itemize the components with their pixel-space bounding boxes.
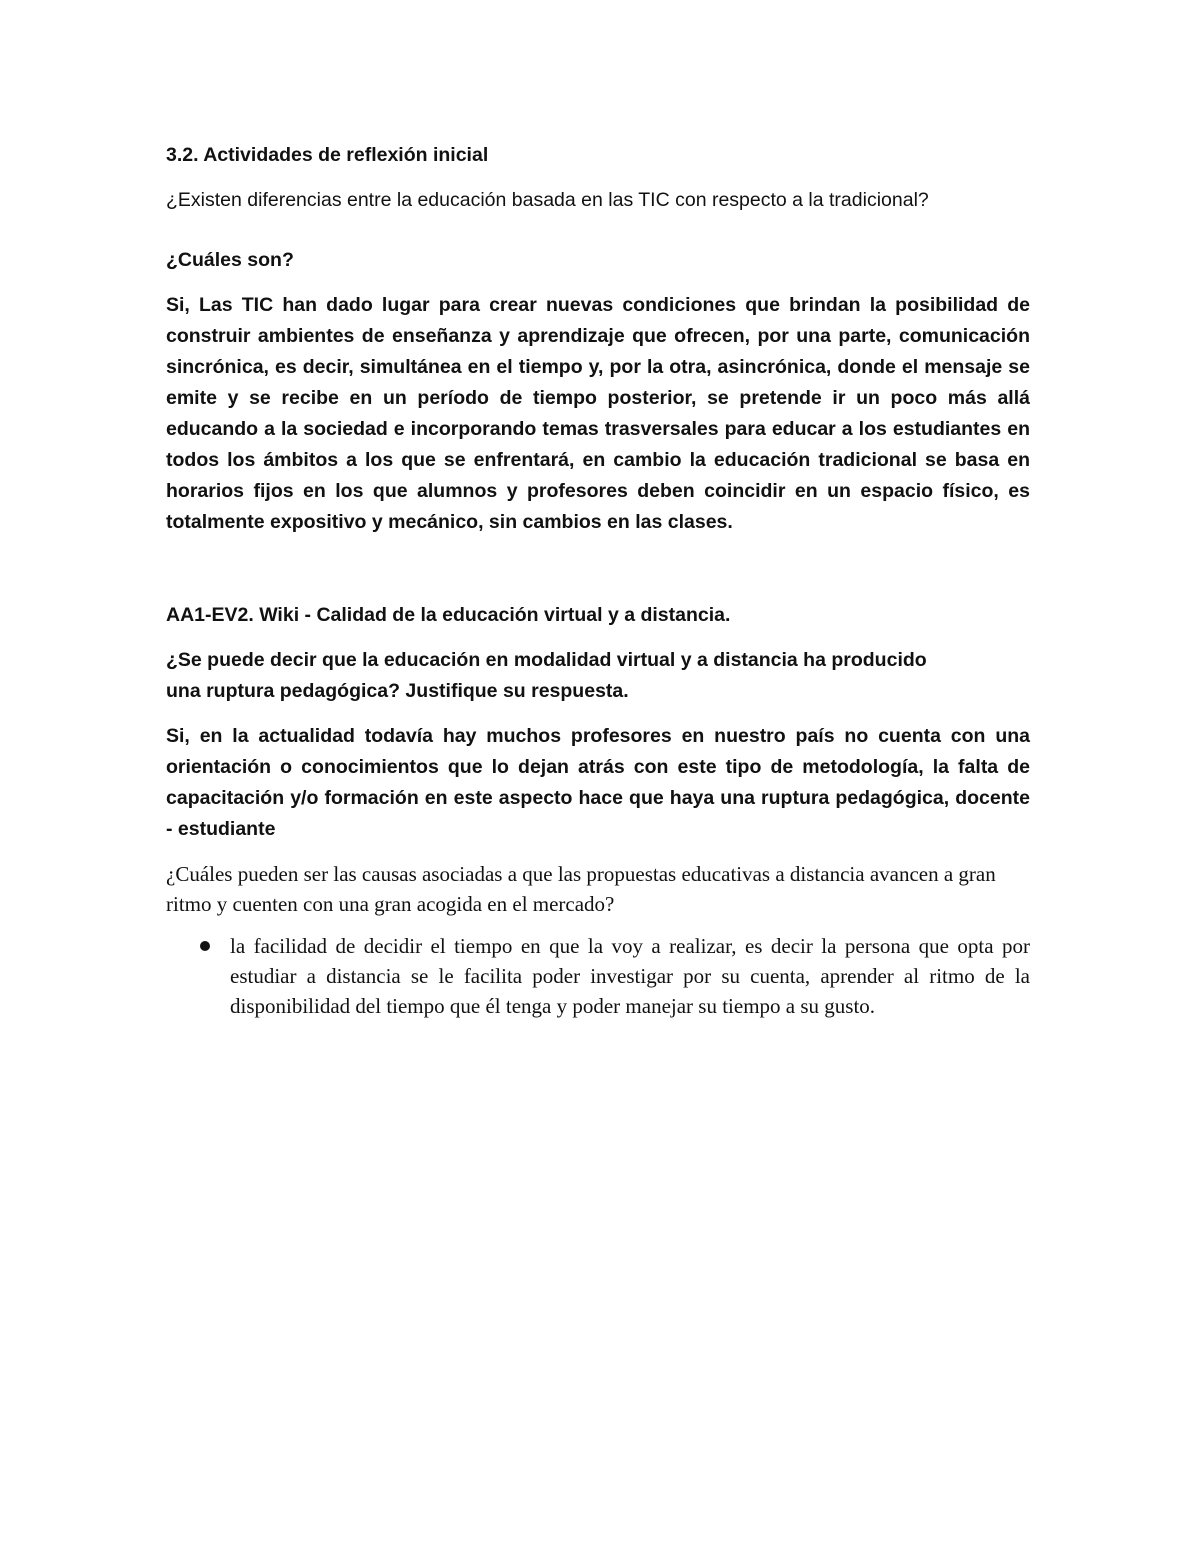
question-causas: ¿Cuáles pueden ser las causas asociadas a que las propuestas educativas a distancia avancen a gran ritmo y cuenten con una gran acogida en el mercado?	[166, 862, 996, 916]
question-ruptura-line2: una ruptura pedagógica? Justifique su respuesta.	[166, 680, 629, 702]
section-heading-reflexion: 3.2. Actividades de reflexión inicial	[166, 144, 489, 166]
section-heading-wiki: AA1-EV2. Wiki - Calidad de la educación virtual y a distancia.	[166, 604, 731, 626]
bullet-icon	[200, 941, 210, 951]
answer-tic: Si, Las TIC han dado lugar para crear nuevas condiciones que brindan la posibilidad de construir ambientes de enseñanza y aprendizaje que ofrecen, por una parte, comunicación sincrónica, es decir, simultánea en el tiempo y, por la otra, asincrónica, donde el mensaje se emite y se recibe en un período de tiempo posterior, se pretende ir un poco más allá educando a la sociedad e incorporando temas trasversales para educar a los estudiantes en todos los ámbitos a los que se enfrentará, en cambio la educación tradicional se basa en horarios fijos en los que alumnos y profesores deben coincidir en un espacio físico, es totalmente expositivo y mecánico, sin cambios en las clases.	[166, 294, 1030, 533]
question-ruptura-line1: ¿Se puede decir que la educación en modalidad virtual y a distancia ha producido	[166, 649, 927, 671]
question-diferencias: ¿Existen diferencias entre la educación basada en las TIC con respecto a la tradicional?	[166, 189, 929, 211]
question-ruptura	[166, 645, 1030, 707]
list-item	[166, 931, 1030, 1021]
bullet-list	[166, 931, 1030, 1021]
document-content	[166, 140, 1030, 1021]
list-item-text: la facilidad de decidir el tiempo en que la voy a realizar, es decir la persona que opta por estudiar a distancia se le facilita poder investigar por su cuenta, aprender al ritmo de la disponibilidad del tiempo que él tenga y poder manejar su tiempo a su gusto.	[230, 934, 1030, 1018]
answer-ruptura: Si, en la actualidad todavía hay muchos profesores en nuestro país no cuenta con una orientación o conocimientos que lo dejan atrás con este tipo de metodología, la falta de capacitación y/o formación en este aspecto hace que haya una ruptura pedagógica, docente - estudiante	[166, 725, 1030, 840]
subquestion-cuales: ¿Cuáles son?	[166, 249, 294, 271]
